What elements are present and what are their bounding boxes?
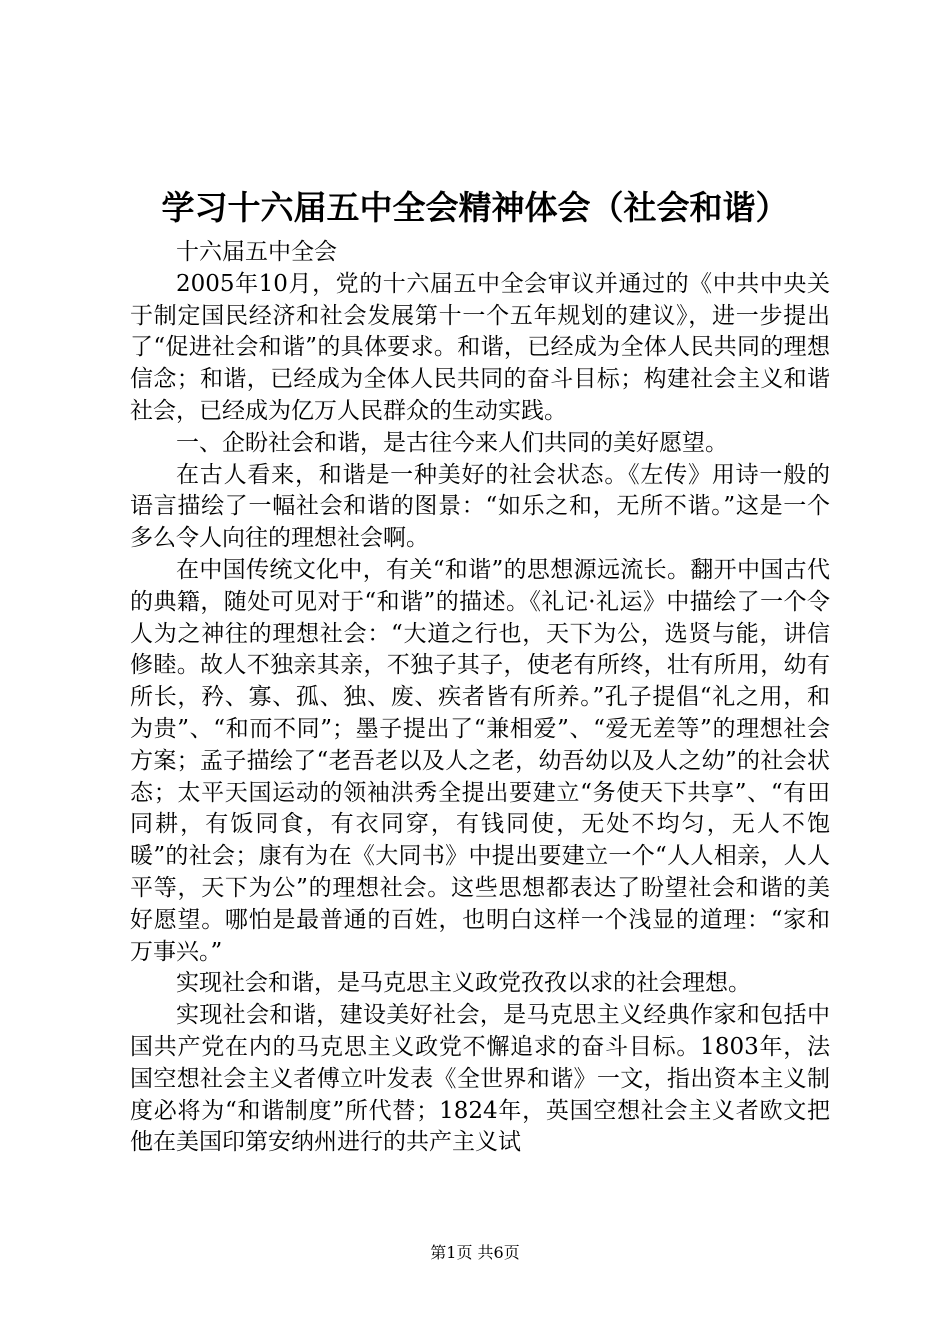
paragraph-background: 2005年10月，党的十六届五中全会审议并通过的《中共中央关于制定国民经济和社会发展第十一个五年规划的建议》，进一步提出了“促进社会和谐”的具体要求。和谐，已经成为全体人民共同的理想信念；和谐，已经成为全体人民共同的奋斗目标；构建社会主义和谐社会，已经成为亿万人民群众的生动实践。 <box>130 270 830 424</box>
section-heading-2: 实现社会和谐，是马克思主义政党孜孜以求的社会理想。 <box>176 970 751 997</box>
paragraph-traditional-culture: 在中国传统文化中，有关“和谐”的思想源远流长。翻开中国古代的典籍，随处可见对于“和谐”的描述。《礼记·礼运》中描绘了一个令人为之神往的理想社会：“大道之行也，天下为公，选贤与能，讲信修睦。故人不独亲其亲，不独子其子，使老有所终，壮有所用，幼有所长，矜、寡、孤、独、废、疾者皆有所养。”孔子提倡“礼之用，和为贵”、“和而不同”；墨子提出了“兼相爱”、“爱无差等”的理想社会方案；孟子描绘了“老吾老以及人之老，幼吾幼以及人之幼”的社会状态；太平天国运动的领袖洪秀全提出要建立“务使天下共享”、“有田同耕，有饭同食，有衣同穿，有钱同使，无处不均匀，无人不饱暖”的社会；康有为在《大同书》中提出要建立一个“人人相亲，人人平等，天下为公”的理想社会。这些思想都表达了盼望社会和谐的美好愿望。哪怕是最普通的百姓，也明白这样一个浅显的道理：“家和万事兴。” <box>130 556 830 965</box>
section-heading-1: 一、企盼社会和谐，是古往今来人们共同的美好愿望。 <box>176 429 728 456</box>
page-number-footer: 第1页 共6页 <box>430 1243 520 1262</box>
paragraph-marxist-goal: 实现社会和谐，建设美好社会，是马克思主义经典作家和包括中国共产党在内的马克思主义政党不懈追求的奋斗目标。1803年，法国空想社会主义者傅立叶发表《全世界和谐》一文，指出资本主义制度必将为“和谐制度”所代替；1824年，英国空想社会主义者欧文把他在美国印第安纳州进行的共产主义试 <box>130 1002 830 1156</box>
document-body <box>130 237 830 1159</box>
document-title: 学习十六届五中全会精神体会（社会和谐） <box>161 188 789 227</box>
paragraph-intro-heading: 十六届五中全会 <box>176 239 337 265</box>
paragraph-ancient-view: 在古人看来，和谐是一种美好的社会状态。《左传》用诗一般的语言描绘了一幅社会和谐的图景：“如乐之和，无所不谐。”这是一个多么令人向往的理想社会啊。 <box>130 461 830 552</box>
